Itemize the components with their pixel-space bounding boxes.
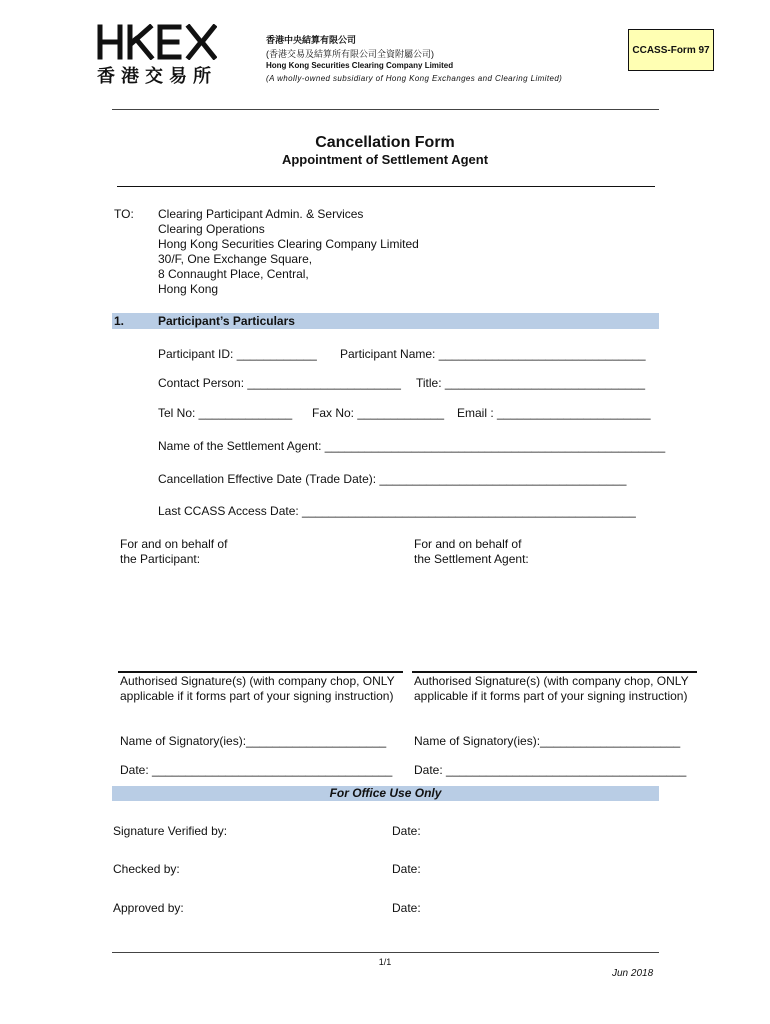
section-number: 1. <box>114 314 125 328</box>
participant-signatory-name-field[interactable]: Name of Signatory(ies):_____________________ <box>120 734 387 748</box>
agent-signatory-name-field[interactable]: Name of Signatory(ies):_____________________ <box>414 734 681 748</box>
address-line: Hong Kong <box>158 282 219 296</box>
agent-signature-line[interactable] <box>412 671 697 673</box>
participant-behalf-heading <box>120 537 227 567</box>
participant-date-field[interactable]: Date: ____________________________________ <box>120 763 393 777</box>
contact-person-field[interactable]: Contact Person: _______________________ <box>158 376 401 390</box>
agent-date-field[interactable]: Date: ____________________________________ <box>414 763 687 777</box>
effective-date-field[interactable]: Cancellation Effective Date (Trade Date): _____________________________________ <box>158 472 627 486</box>
page-number: 1/1 <box>378 957 392 967</box>
address-line: 8 Connaught Place, Central, <box>158 267 309 281</box>
company-name-en: Hong Kong Securities Clearing Company Limited <box>266 61 454 70</box>
heading-line: For and on behalf of <box>414 537 522 551</box>
checked-date-label: Date: <box>392 862 421 876</box>
address-line: 30/F, One Exchange Square, <box>158 252 313 266</box>
email-field[interactable]: Email : _______________________ <box>457 406 651 420</box>
approved-date-label: Date: <box>392 901 421 915</box>
form-subtitle: Appointment of Settlement Agent <box>281 152 489 167</box>
form-title: Cancellation Form <box>315 134 455 151</box>
participant-auth-signature-label: Authorised Signature(s) (with company chop, ONLY applicable if it forms part of your signing instruction) <box>120 674 395 703</box>
heading-line: For and on behalf of <box>120 537 228 551</box>
settlement-agent-field[interactable]: Name of the Settlement Agent: ___________________________________________________ <box>158 439 666 453</box>
revision-date: Jun 2018 <box>612 968 654 979</box>
approved-by-label: Approved by: <box>113 901 184 915</box>
address-line: Clearing Participant Admin. & Services <box>158 207 364 221</box>
office-use-heading: For Office Use Only <box>329 786 442 800</box>
recipient-address <box>158 207 478 297</box>
last-access-date-field[interactable]: Last CCASS Access Date: __________________________________________________ <box>158 504 636 518</box>
header-divider <box>112 109 659 110</box>
participant-id-field[interactable]: Participant ID: ____________ <box>158 347 317 361</box>
agent-auth-signature-label: Authorised Signature(s) (with company chop, ONLY applicable if it forms part of your signing instruction) <box>414 674 689 703</box>
agent-behalf-heading <box>414 537 529 567</box>
company-name-cn: 香港中央結算有限公司 <box>266 35 357 45</box>
hkex-logo <box>97 24 217 60</box>
fax-field[interactable]: Fax No: _____________ <box>312 406 445 420</box>
participant-name-field[interactable]: Participant Name: _______________________________ <box>340 347 646 361</box>
to-label: TO: <box>114 207 134 221</box>
logo-chinese: 香港交易所 <box>97 66 217 86</box>
footer-divider <box>112 952 659 953</box>
verified-date-label: Date: <box>392 824 421 838</box>
title-underline <box>117 186 655 187</box>
subsidiary-cn: (香港交易及結算所有限公司全資附屬公司) <box>266 49 434 59</box>
heading-line: the Participant: <box>120 552 201 566</box>
tel-field[interactable]: Tel No: ______________ <box>158 406 293 420</box>
signature-verified-label: Signature Verified by: <box>113 824 228 838</box>
address-line: Clearing Operations <box>158 222 265 236</box>
form-number-badge: CCASS-Form 97 <box>628 29 714 71</box>
subsidiary-en: (A wholly-owned subsidiary of Hong Kong Exchanges and Clearing Limited) <box>266 74 563 83</box>
section-title: Participant’s Particulars <box>158 314 295 328</box>
participant-signature-line[interactable] <box>118 671 403 673</box>
address-line: Hong Kong Securities Clearing Company Limited <box>158 237 419 251</box>
checked-by-label: Checked by: <box>113 862 180 876</box>
title-field[interactable]: Title: ______________________________ <box>416 376 646 390</box>
heading-line: the Settlement Agent: <box>414 552 529 566</box>
